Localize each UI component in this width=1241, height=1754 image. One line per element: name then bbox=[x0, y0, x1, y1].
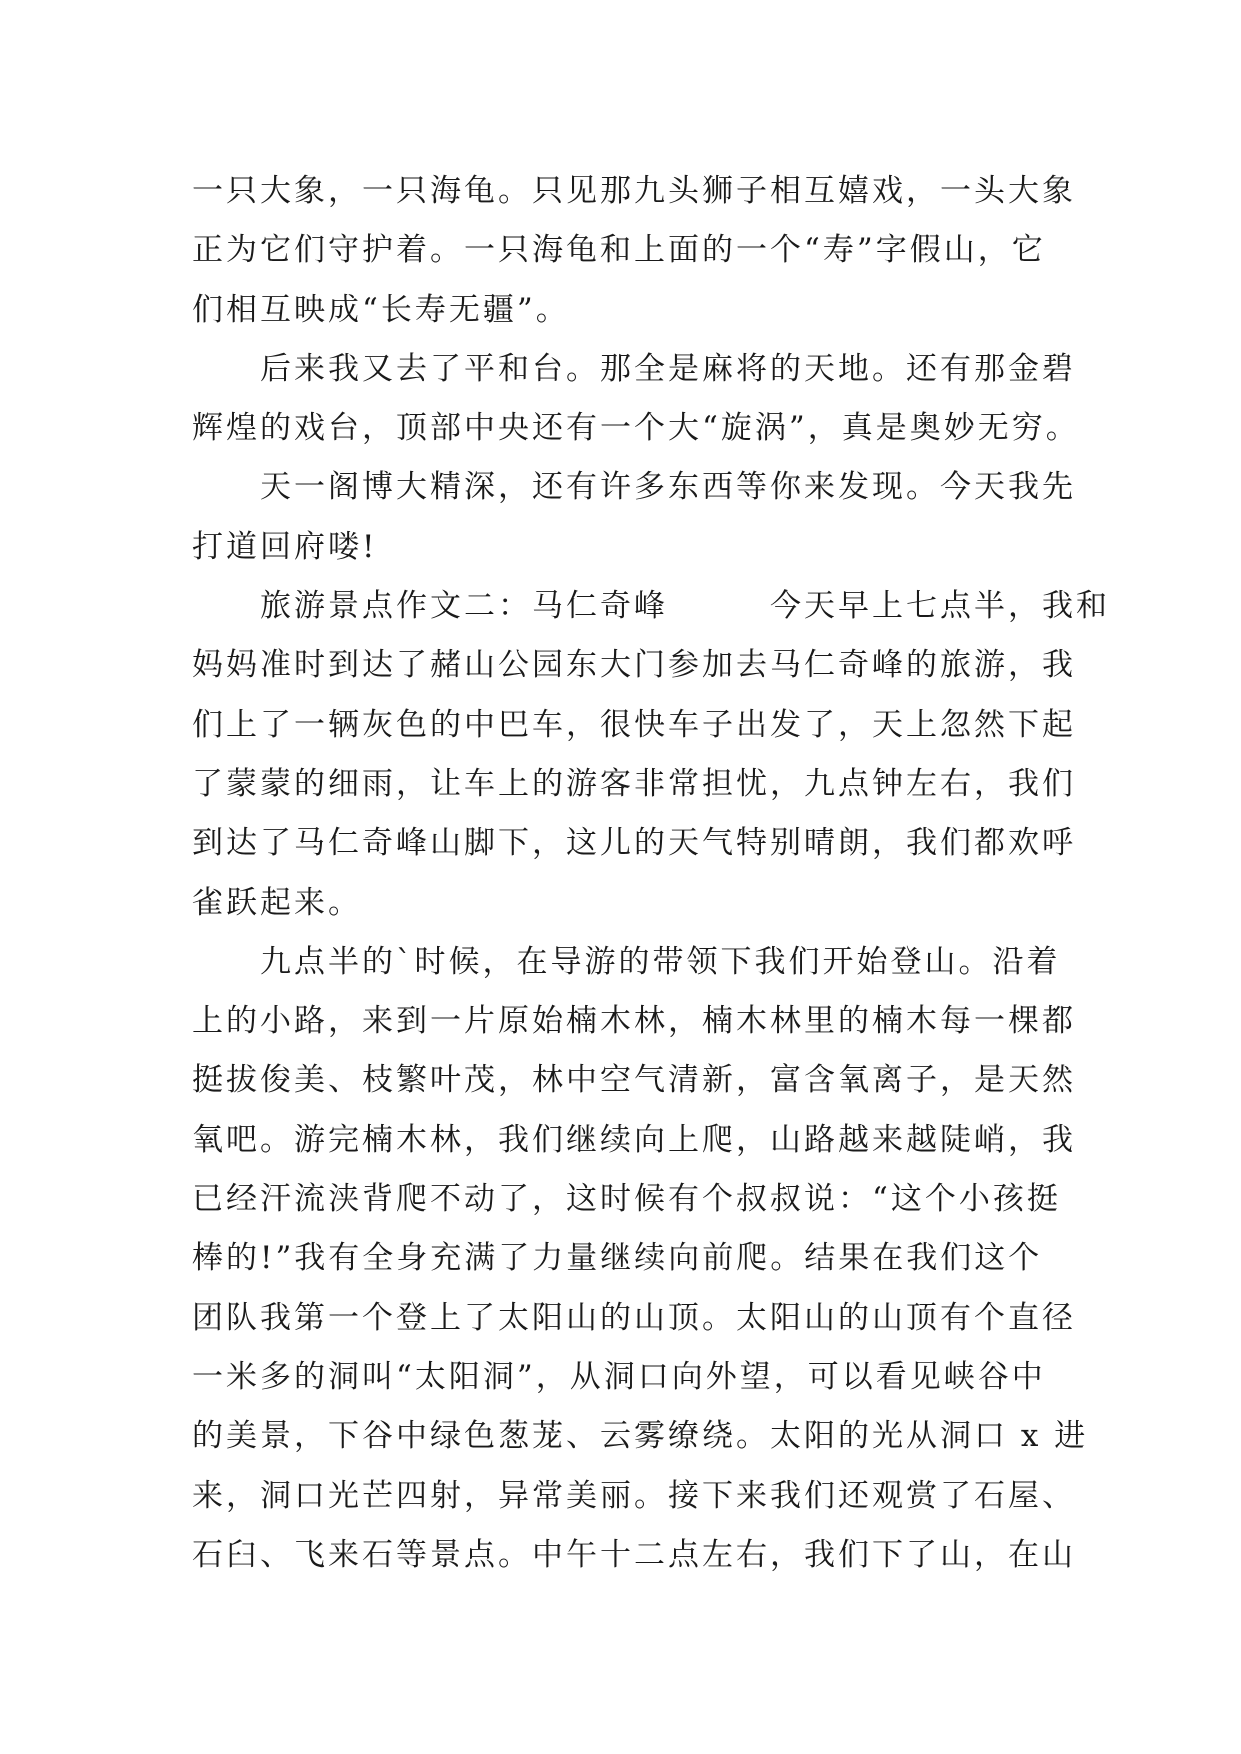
text-line: 来，洞口光芒四射，异常美丽。接下来我们还观赏了石屋、 bbox=[192, 1477, 1076, 1514]
text-line: 的美景，下谷中绿色葱茏、云雾缭绕。太阳的光从洞口 x 进 bbox=[192, 1418, 1089, 1455]
text-line: 到达了马仁奇峰山脚下，这儿的天气特别晴朗，我们都欢呼 bbox=[192, 825, 1076, 862]
text-line: 打道回府喽! bbox=[192, 528, 378, 565]
text-line: 天一阁博大精深，还有许多东西等你来发现。今天我先 bbox=[192, 469, 1076, 506]
text-line: 后来我又去了平和台。那全是麻将的天地。还有那金碧 bbox=[192, 350, 1076, 387]
text-line: 一米多的洞叫“太阳洞”，从洞口向外望，可以看见峡谷中 bbox=[192, 1358, 1046, 1395]
text-line: 旅游景点作文二：马仁奇峰 今天早上七点半，我和 bbox=[192, 588, 1110, 625]
text-line: 们上了一辆灰色的中巴车，很快车子出发了，天上忽然下起 bbox=[192, 706, 1076, 743]
text-line: 已经汗流浃背爬不动了，这时候有个叔叔说：“这个小孩挺 bbox=[192, 1181, 1061, 1218]
text-line: 正为它们守护着。一只海龟和上面的一个“寿”字假山，它 bbox=[192, 232, 1046, 269]
text-line: 了蒙蒙的细雨，让车上的游客非常担忧，九点钟左右，我们 bbox=[192, 765, 1076, 802]
text-line: 妈妈准时到达了赭山公园东大门参加去马仁奇峰的旅游，我 bbox=[192, 647, 1076, 684]
text-line: 挺拔俊美、枝繁叶茂，林中空气清新，富含氧离子，是天然 bbox=[192, 1062, 1076, 1099]
body-text bbox=[192, 162, 1110, 1585]
text-line: 棒的!”我有全身充满了力量继续向前爬。结果在我们这个 bbox=[192, 1240, 1043, 1277]
text-line: 九点半的`时候，在导游的带领下我们开始登山。沿着 bbox=[192, 943, 1061, 980]
text-line: 辉煌的戏台，顶部中央还有一个大“旋涡”，真是奥妙无穷。 bbox=[192, 410, 1080, 447]
text-line: 氧吧。游完楠木林，我们继续向上爬，山路越来越陡峭，我 bbox=[192, 1121, 1076, 1158]
text-line: 上的小路，来到一片原始楠木林，楠木林里的楠木每一棵都 bbox=[192, 1003, 1076, 1040]
text-line: 雀跃起来。 bbox=[192, 884, 362, 921]
text-line: 一只大象，一只海龟。只见那九头狮子相互嬉戏，一头大象 bbox=[192, 173, 1076, 209]
text-line: 们相互映成“长寿无疆”。 bbox=[192, 291, 570, 328]
text-line: 石臼、飞来石等景点。中午十二点左右，我们下了山，在山 bbox=[192, 1536, 1076, 1573]
text-line: 团队我第一个登上了太阳山的山顶。太阳山的山顶有个直径 bbox=[192, 1299, 1076, 1336]
